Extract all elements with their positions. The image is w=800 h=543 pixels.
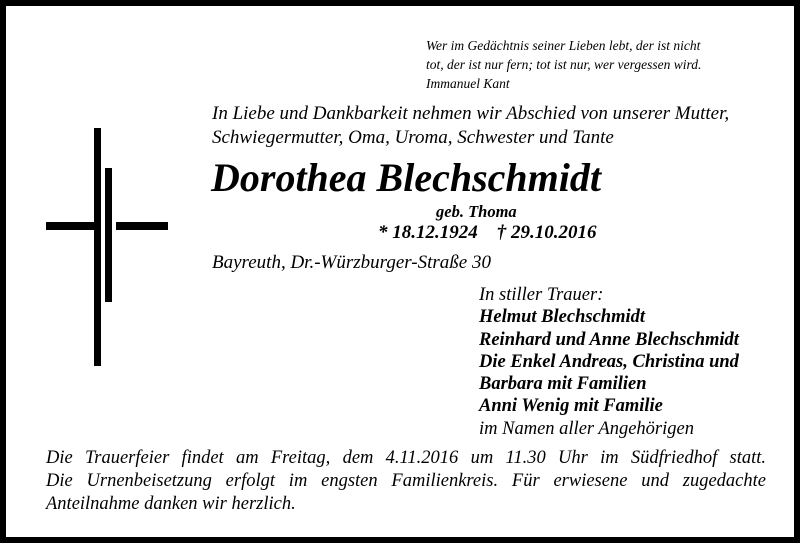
cross-horizontal-right (116, 222, 168, 230)
mourner-name: Anni Wenig mit Familie (479, 396, 663, 417)
deceased-name: Dorothea Blechschmidt (210, 155, 602, 200)
address: Bayreuth, Dr.-Würzburger-Straße 30 (212, 252, 491, 273)
mourners-closing: im Namen aller Angehörigen (479, 418, 694, 439)
mourners-heading: In stiller Trauer: (479, 285, 604, 305)
quote-line: Wer im Gedächtnis seiner Lieben lebt, der ist nicht (426, 38, 701, 53)
intro-text (212, 102, 729, 150)
cross-horizontal-left (46, 222, 101, 230)
footer-line: Die Urnenbeisetzung erfolgt im engsten Familienkreis. Für erwiesene und zugedachte (46, 471, 766, 491)
kant-quote (426, 36, 701, 93)
mourner-name: Die Enkel Andreas, Christina und (479, 351, 739, 372)
quote-author: Immanuel Kant (426, 76, 510, 91)
mourner-name: Reinhard und Anne Blechschmidt (479, 329, 739, 350)
footer-line: Die Trauerfeier findet am Freitag, dem 4.11.2016 um 11.30 Uhr im Südfriedhof statt. (46, 448, 766, 468)
intro-line: In Liebe und Dankbarkeit nehmen wir Abschied von unserer Mutter, (212, 103, 730, 124)
quote-line: tot, der ist nur fern; tot ist nur, wer vergessen wird. (426, 57, 702, 72)
mourner-name: Barbara mit Familien (479, 374, 647, 395)
intro-line: Schwiegermutter, Oma, Uroma, Schwester und Tante (212, 127, 614, 148)
life-dates: * 18.12.1924 † 29.10.2016 (378, 222, 597, 243)
mourners-block (479, 284, 739, 440)
footer-line: Anteilnahme danken wir herzlich. (46, 494, 296, 514)
maiden-name: geb. Thoma (436, 202, 517, 221)
funeral-info (46, 447, 766, 516)
mourner-name: Helmut Blechschmidt (479, 307, 645, 328)
